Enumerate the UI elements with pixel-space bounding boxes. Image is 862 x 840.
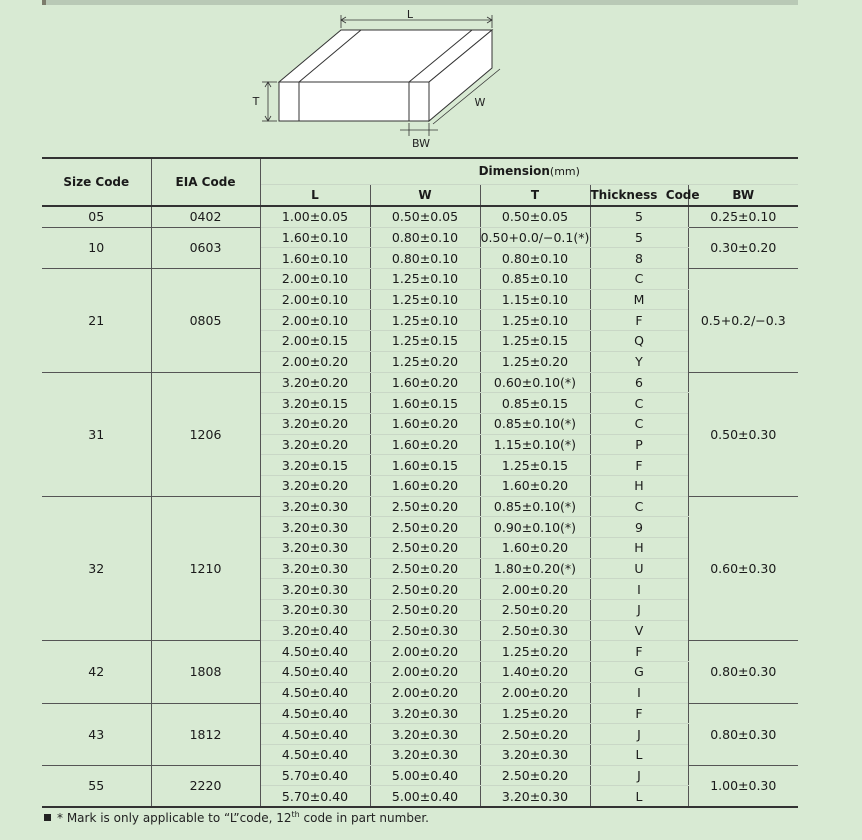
cell-L: 2.00±0.15 xyxy=(260,331,370,352)
cell-size-code: 21 xyxy=(42,269,151,372)
header-W: W xyxy=(370,184,480,206)
cell-W: 1.25±0.10 xyxy=(370,310,480,331)
footnote-superscript: th xyxy=(291,810,300,819)
cell-thickness-code: C xyxy=(590,413,688,434)
cell-L: 3.20±0.30 xyxy=(260,600,370,621)
cell-T: 2.00±0.20 xyxy=(480,579,590,600)
cell-T: 2.50±0.20 xyxy=(480,600,590,621)
cell-L: 5.70±0.40 xyxy=(260,765,370,786)
cell-eia-code: 1808 xyxy=(151,641,260,703)
cell-L: 3.20±0.15 xyxy=(260,455,370,476)
cell-eia-code: 2220 xyxy=(151,765,260,807)
cell-thickness-code: P xyxy=(590,434,688,455)
cell-L: 3.20±0.15 xyxy=(260,393,370,414)
cell-W: 1.60±0.20 xyxy=(370,475,480,496)
footnote-text: Mark is only applicable to “L”code, 12 xyxy=(63,811,292,825)
cell-W: 1.60±0.15 xyxy=(370,455,480,476)
cell-BW: 1.00±0.30 xyxy=(688,765,798,807)
cell-T: 1.25±0.15 xyxy=(480,455,590,476)
cell-BW: 0.60±0.30 xyxy=(688,496,798,641)
cell-thickness-code: G xyxy=(590,662,688,683)
dimension-table xyxy=(42,157,798,808)
cell-thickness-code: C xyxy=(590,496,688,517)
header-dimension-label: Dimension xyxy=(478,164,550,179)
header-size-code: Size Code xyxy=(42,158,151,206)
cell-thickness-code: L xyxy=(590,744,688,765)
cell-L: 4.50±0.40 xyxy=(260,744,370,765)
cell-thickness-code: J xyxy=(590,724,688,745)
cell-W: 3.20±0.30 xyxy=(370,724,480,745)
cell-T: 3.20±0.30 xyxy=(480,744,590,765)
cell-thickness-code: L xyxy=(590,786,688,807)
cell-W: 1.60±0.20 xyxy=(370,434,480,455)
cell-T: 1.15±0.10 xyxy=(480,289,590,310)
cell-W: 0.80±0.10 xyxy=(370,248,480,269)
cell-W: 3.20±0.30 xyxy=(370,744,480,765)
cell-L: 3.20±0.20 xyxy=(260,413,370,434)
cell-thickness-code: H xyxy=(590,538,688,559)
header-dimension xyxy=(260,158,798,184)
cell-W: 1.60±0.15 xyxy=(370,393,480,414)
cell-W: 2.50±0.20 xyxy=(370,538,480,559)
top-rule-marker xyxy=(42,0,46,5)
cell-L: 3.20±0.30 xyxy=(260,517,370,538)
cell-T: 1.25±0.20 xyxy=(480,641,590,662)
cell-size-code: 55 xyxy=(42,765,151,807)
table-row xyxy=(42,269,798,290)
cell-thickness-code: Y xyxy=(590,351,688,372)
cell-L: 3.20±0.20 xyxy=(260,434,370,455)
table-row xyxy=(42,496,798,517)
table-body xyxy=(42,206,798,807)
cell-L: 2.00±0.20 xyxy=(260,351,370,372)
cell-W: 2.50±0.20 xyxy=(370,558,480,579)
cell-L: 3.20±0.20 xyxy=(260,372,370,393)
cell-BW: 0.50±0.30 xyxy=(688,372,798,496)
cell-T: 0.80±0.10 xyxy=(480,248,590,269)
cell-T: 1.60±0.20 xyxy=(480,475,590,496)
cell-thickness-code: F xyxy=(590,641,688,662)
cell-T: 0.85±0.10(*) xyxy=(480,413,590,434)
cell-thickness-code: 8 xyxy=(590,248,688,269)
header-L: L xyxy=(260,184,370,206)
cell-L: 4.50±0.40 xyxy=(260,703,370,724)
cell-W: 2.50±0.20 xyxy=(370,496,480,517)
cell-thickness-code: 5 xyxy=(590,206,688,227)
cell-W: 0.80±0.10 xyxy=(370,227,480,248)
footnote-text-end: code in part number. xyxy=(299,811,429,825)
cell-W: 2.50±0.30 xyxy=(370,620,480,641)
cell-eia-code: 1812 xyxy=(151,703,260,765)
cell-L: 5.70±0.40 xyxy=(260,786,370,807)
cell-size-code: 05 xyxy=(42,206,151,227)
cell-W: 1.60±0.20 xyxy=(370,372,480,393)
table-row xyxy=(42,703,798,724)
footnote-star: * xyxy=(57,811,63,825)
cell-T: 0.60±0.10(*) xyxy=(480,372,590,393)
cell-W: 2.00±0.20 xyxy=(370,662,480,683)
cell-eia-code: 1206 xyxy=(151,372,260,496)
cell-thickness-code: F xyxy=(590,310,688,331)
cell-BW: 0.80±0.30 xyxy=(688,703,798,765)
cell-L: 3.20±0.30 xyxy=(260,496,370,517)
cell-T: 0.85±0.10(*) xyxy=(480,496,590,517)
cell-L: 2.00±0.10 xyxy=(260,269,370,290)
cell-T: 1.25±0.15 xyxy=(480,331,590,352)
cell-size-code: 31 xyxy=(42,372,151,496)
cell-T: 0.85±0.10 xyxy=(480,269,590,290)
cell-W: 3.20±0.30 xyxy=(370,703,480,724)
header-T: T xyxy=(480,184,590,206)
cell-T: 1.25±0.10 xyxy=(480,310,590,331)
cell-T: 1.15±0.10(*) xyxy=(480,434,590,455)
cell-T: 3.20±0.30 xyxy=(480,786,590,807)
table-row xyxy=(42,765,798,786)
cell-thickness-code: I xyxy=(590,579,688,600)
header-dimension-unit: (mm) xyxy=(549,165,580,179)
cell-L: 1.60±0.10 xyxy=(260,227,370,248)
cell-BW: 0.5+0.2/−0.3 xyxy=(688,269,798,372)
cell-W: 1.25±0.15 xyxy=(370,331,480,352)
cell-T: 2.50±0.20 xyxy=(480,765,590,786)
label-L: L xyxy=(406,8,414,21)
cell-T: 0.50±0.05 xyxy=(480,206,590,227)
cell-T: 2.50±0.20 xyxy=(480,724,590,745)
chip-front-face xyxy=(279,82,429,121)
cell-T: 1.80±0.20(*) xyxy=(480,558,590,579)
cell-T: 0.90±0.10(*) xyxy=(480,517,590,538)
top-rule xyxy=(42,0,798,5)
cell-BW: 0.30±0.20 xyxy=(688,227,798,268)
cell-size-code: 43 xyxy=(42,703,151,765)
cell-thickness-code: V xyxy=(590,620,688,641)
cell-size-code: 42 xyxy=(42,641,151,703)
label-BW: BW xyxy=(411,137,431,150)
cell-eia-code: 0603 xyxy=(151,227,260,268)
cell-thickness-code: J xyxy=(590,600,688,621)
cell-W: 1.60±0.20 xyxy=(370,413,480,434)
cell-thickness-code: C xyxy=(590,269,688,290)
cell-eia-code: 0402 xyxy=(151,206,260,227)
cell-thickness-code: U xyxy=(590,558,688,579)
cell-W: 2.00±0.20 xyxy=(370,641,480,662)
cell-L: 3.20±0.40 xyxy=(260,620,370,641)
cell-L: 4.50±0.40 xyxy=(260,641,370,662)
cell-W: 5.00±0.40 xyxy=(370,765,480,786)
table-row xyxy=(42,372,798,393)
cell-W: 1.25±0.10 xyxy=(370,289,480,310)
cell-L: 3.20±0.30 xyxy=(260,538,370,559)
cell-L: 1.00±0.05 xyxy=(260,206,370,227)
cell-T: 2.50±0.30 xyxy=(480,620,590,641)
cell-L: 3.20±0.20 xyxy=(260,475,370,496)
cell-L: 4.50±0.40 xyxy=(260,662,370,683)
cell-thickness-code: C xyxy=(590,393,688,414)
cell-thickness-code: F xyxy=(590,703,688,724)
chip-dimension-diagram xyxy=(240,6,530,154)
cell-T: 0.85±0.15 xyxy=(480,393,590,414)
cell-BW: 0.25±0.10 xyxy=(688,206,798,227)
table-row xyxy=(42,641,798,662)
cell-thickness-code: J xyxy=(590,765,688,786)
cell-L: 2.00±0.10 xyxy=(260,310,370,331)
cell-thickness-code: F xyxy=(590,455,688,476)
cell-size-code: 10 xyxy=(42,227,151,268)
cell-T: 1.25±0.20 xyxy=(480,703,590,724)
cell-thickness-code: M xyxy=(590,289,688,310)
cell-thickness-code: I xyxy=(590,682,688,703)
cell-BW: 0.80±0.30 xyxy=(688,641,798,703)
cell-T: 1.60±0.20 xyxy=(480,538,590,559)
label-T: T xyxy=(252,95,260,108)
cell-thickness-code: 9 xyxy=(590,517,688,538)
header-eia-code: EIA Code xyxy=(151,158,260,206)
header-BW: BW xyxy=(688,184,798,206)
cell-W: 2.50±0.20 xyxy=(370,600,480,621)
header-thickness-code: Thickness Code xyxy=(590,184,688,206)
cell-W: 1.25±0.20 xyxy=(370,351,480,372)
cell-L: 3.20±0.30 xyxy=(260,579,370,600)
cell-T: 1.25±0.20 xyxy=(480,351,590,372)
cell-W: 0.50±0.05 xyxy=(370,206,480,227)
bullet-square-icon xyxy=(44,814,51,821)
cell-L: 4.50±0.40 xyxy=(260,682,370,703)
table-row xyxy=(42,227,798,248)
cell-eia-code: 0805 xyxy=(151,269,260,372)
cell-W: 2.50±0.20 xyxy=(370,517,480,538)
cell-T: 0.50+0.0/−0.1(*) xyxy=(480,227,590,248)
cell-W: 1.25±0.10 xyxy=(370,269,480,290)
cell-W: 5.00±0.40 xyxy=(370,786,480,807)
cell-T: 2.00±0.20 xyxy=(480,682,590,703)
cell-size-code: 32 xyxy=(42,496,151,641)
cell-thickness-code: Q xyxy=(590,331,688,352)
cell-W: 2.50±0.20 xyxy=(370,579,480,600)
footnote xyxy=(44,810,429,825)
label-W: W xyxy=(474,96,486,109)
cell-L: 1.60±0.10 xyxy=(260,248,370,269)
cell-thickness-code: 5 xyxy=(590,227,688,248)
cell-L: 4.50±0.40 xyxy=(260,724,370,745)
cell-thickness-code: H xyxy=(590,475,688,496)
table-row xyxy=(42,206,798,227)
cell-T: 1.40±0.20 xyxy=(480,662,590,683)
cell-eia-code: 1210 xyxy=(151,496,260,641)
cell-W: 2.00±0.20 xyxy=(370,682,480,703)
cell-L: 2.00±0.10 xyxy=(260,289,370,310)
cell-thickness-code: 6 xyxy=(590,372,688,393)
cell-L: 3.20±0.30 xyxy=(260,558,370,579)
